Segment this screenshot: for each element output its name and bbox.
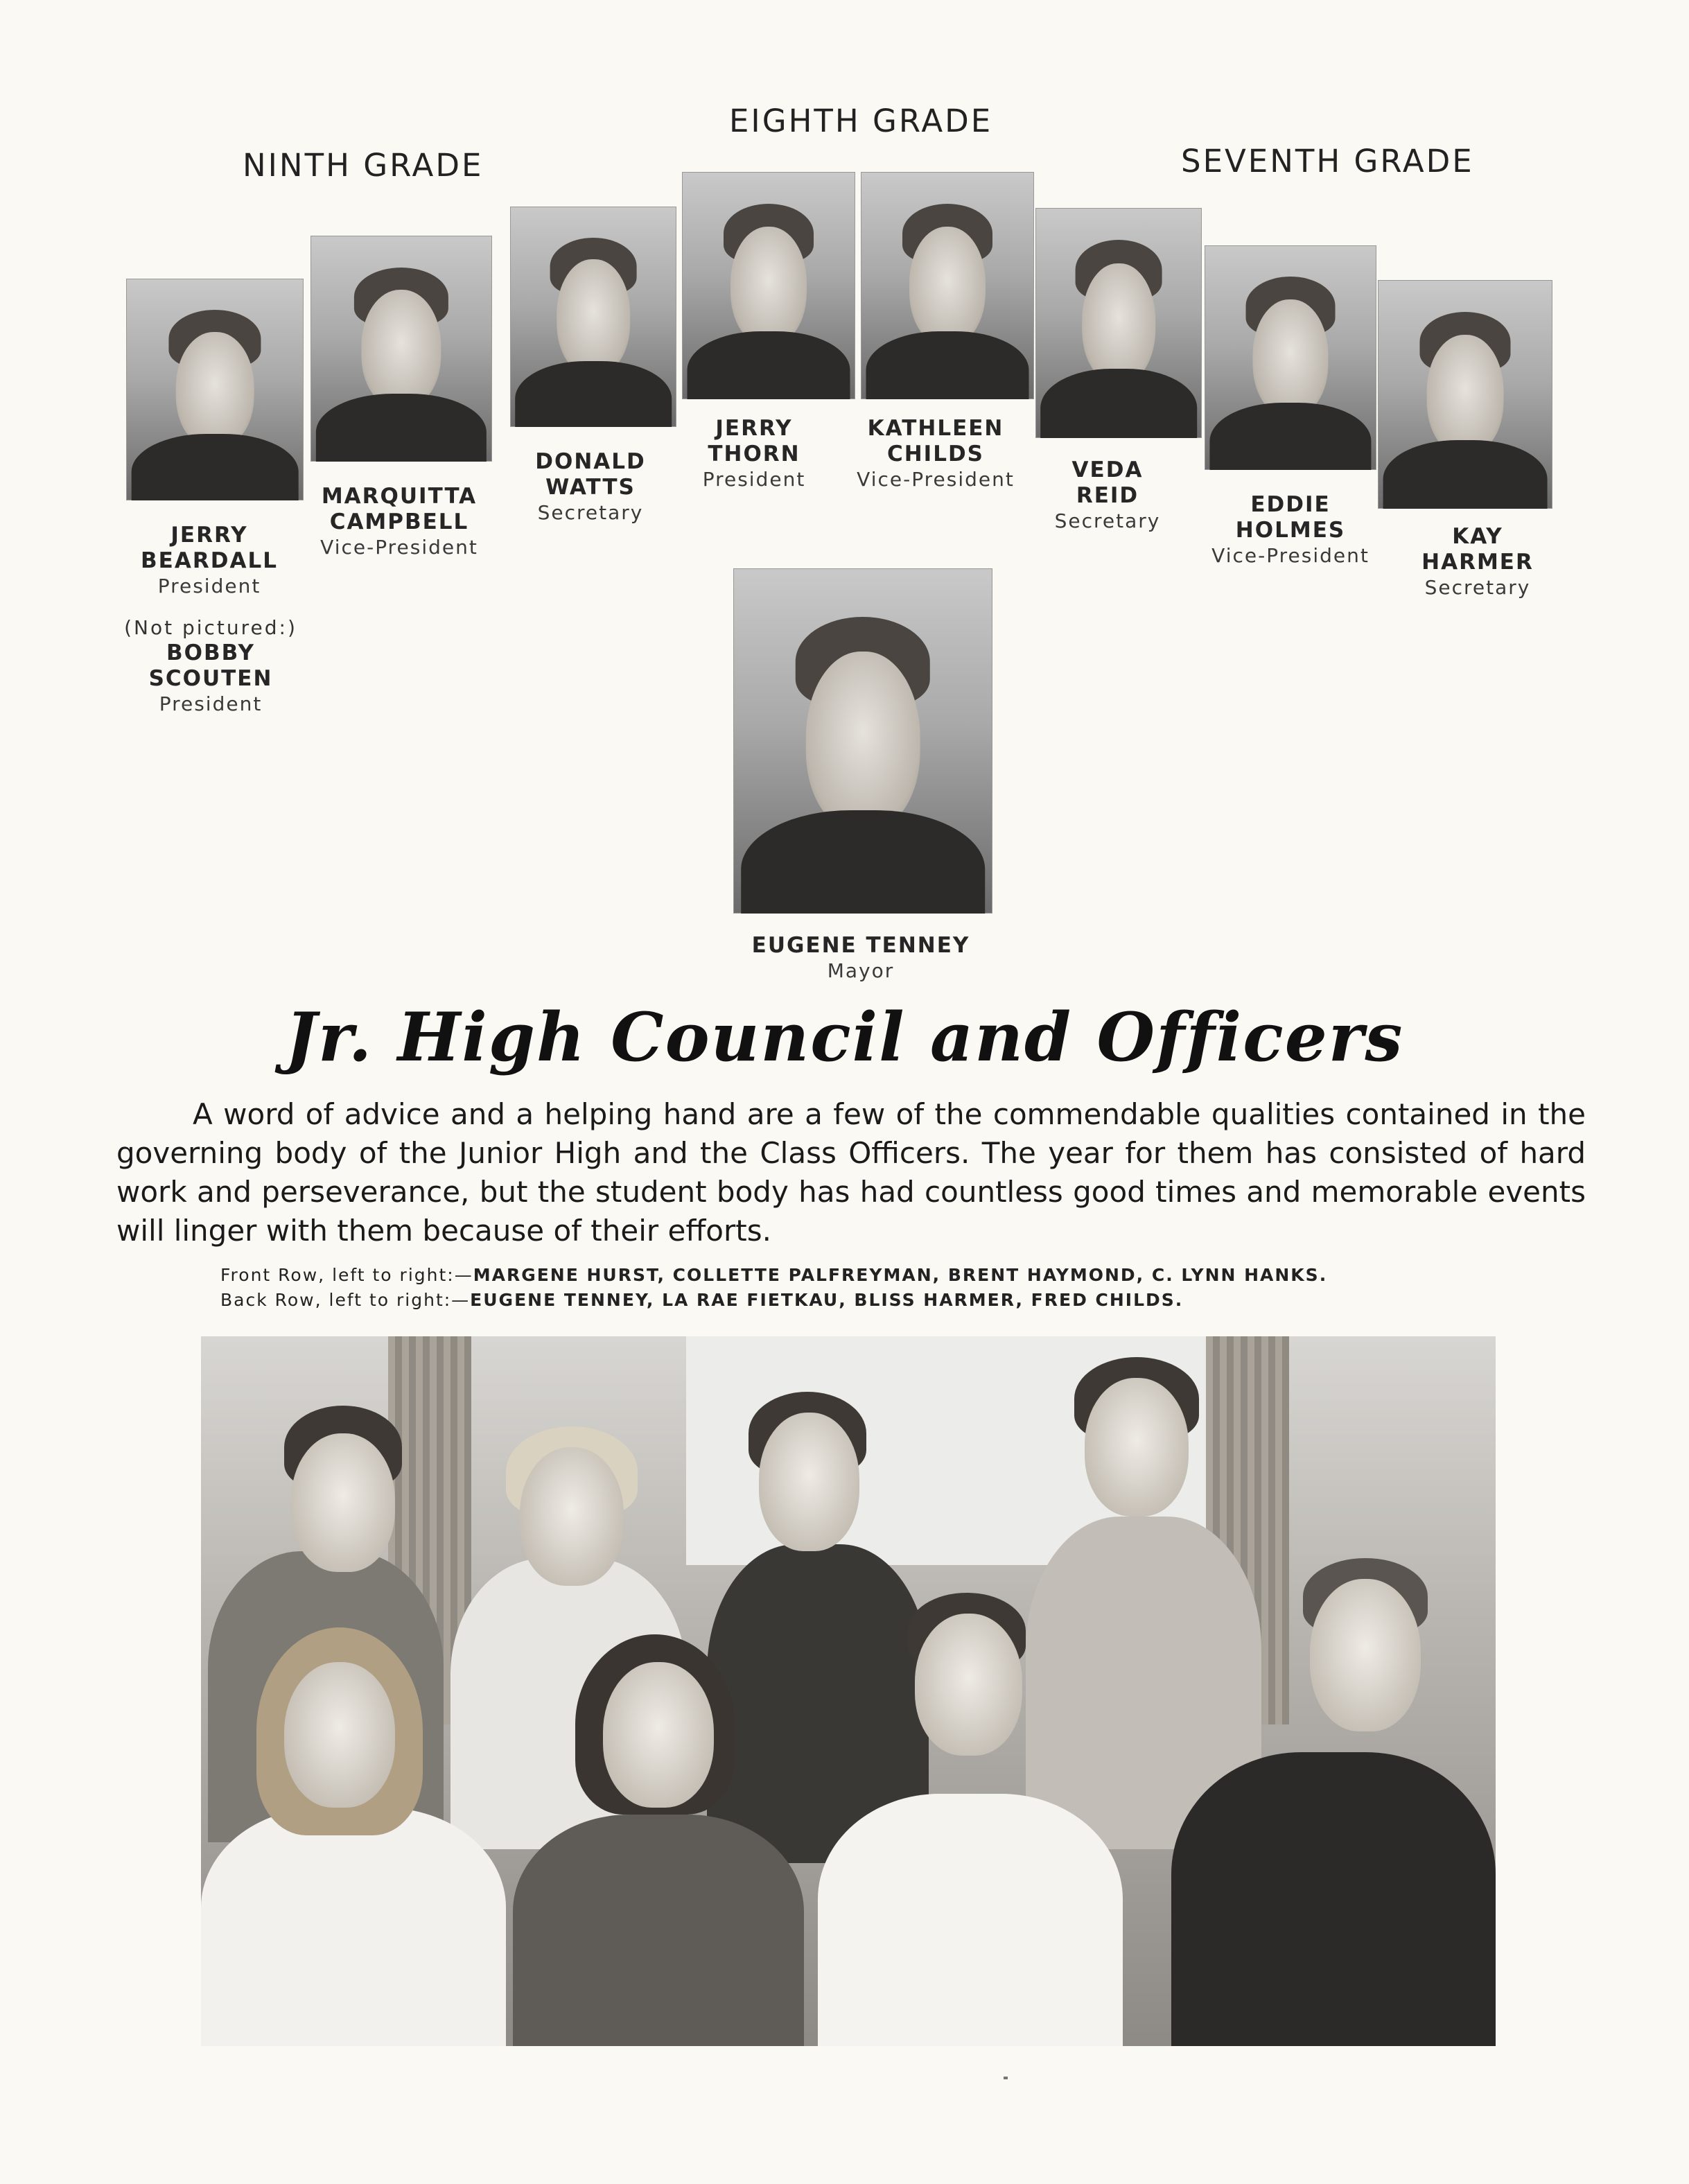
mayor-name: EUGENE TENNEY (751, 933, 970, 958)
group-photo-caption (220, 1263, 1327, 1313)
officer-name-last: SCOUTEN (148, 666, 273, 691)
officer-name-last: WATTS (545, 475, 636, 500)
eighth-grade-heading: EIGHTH GRADE (729, 103, 993, 139)
caption-kay-harmer (1421, 524, 1534, 600)
officer-name-first: DONALD (535, 449, 646, 474)
portrait-eugene-tenney (733, 568, 992, 914)
officer-name-last: CAMPBELL (329, 509, 469, 534)
caption-eddie-holmes (1211, 492, 1369, 568)
officer-name-last: REID (1076, 483, 1139, 508)
officer-name-last: HARMER (1421, 550, 1534, 575)
section-title: Jr. High Council and Officers (285, 998, 1404, 1076)
officer-title: Vice-President (320, 536, 478, 559)
officer-name-first: JERRY (715, 416, 793, 441)
intro-paragraph: A word of advice and a helping hand are a few of the commendable qualities contained in the governing body of the Junior High and the Class Officers. The year for them has consisted of hard work and perseverance, but the student body has had countless good times and memorable events will linger with them because of their efforts. (116, 1097, 1586, 1248)
group-photo (201, 1336, 1496, 2046)
officer-title: President (157, 575, 261, 597)
caption-mayor (752, 933, 970, 984)
portrait-veda-reid (1035, 208, 1202, 438)
officer-title: Secretary (1054, 509, 1161, 532)
back-row-names: EUGENE TENNEY, LA RAE FIETKAU, BLISS HARMER, FRED CHILDS. (470, 1290, 1184, 1310)
caption-jerry-beardall (141, 523, 278, 599)
caption-veda-reid (1055, 457, 1161, 534)
portrait-kathleen-childs (861, 172, 1034, 399)
caption-donald-watts (535, 449, 646, 525)
front-row-label: Front Row, left to right:— (220, 1265, 473, 1285)
officer-name-last: BEARDALL (141, 548, 278, 573)
portrait-marquitta-campbell (310, 236, 492, 462)
officer-title: Secretary (537, 501, 644, 524)
portrait-jerry-beardall (126, 279, 304, 500)
back-row-caption (220, 1288, 1327, 1313)
caption-kathleen-childs (857, 416, 1015, 492)
caption-jerry-thorn (703, 416, 806, 492)
officer-title: President (702, 468, 806, 491)
page-speck (1004, 2077, 1008, 2079)
portrait-jerry-thorn (682, 172, 855, 399)
officer-name-first: BOBBY (166, 640, 255, 665)
back-row-label: Back Row, left to right:— (220, 1290, 471, 1310)
officer-title: Secretary (1424, 576, 1531, 599)
not-pictured-label: (Not pictured:) (124, 616, 297, 639)
caption-marquitta-campbell (320, 484, 478, 560)
ninth-grade-heading: NINTH GRADE (243, 147, 484, 184)
officer-name-first: MARQUITTA (321, 484, 478, 509)
officer-title: Vice-President (857, 468, 1015, 491)
officer-name-last: CHILDS (886, 442, 985, 466)
mayor-title: Mayor (827, 959, 895, 982)
officer-name-first: JERRY (170, 523, 248, 548)
officer-name-last: THORN (708, 442, 800, 466)
officer-name-first: KAY (1452, 524, 1503, 549)
front-row-caption (220, 1263, 1327, 1288)
officer-name-first: VEDA (1071, 457, 1144, 482)
not-pictured-note (124, 615, 297, 717)
officer-title: Vice-President (1211, 544, 1369, 567)
portrait-eddie-holmes (1205, 245, 1376, 470)
officer-name-last: HOLMES (1235, 518, 1346, 543)
officer-name-first: EDDIE (1250, 492, 1331, 517)
front-row-names: MARGENE HURST, COLLETTE PALFREYMAN, BRENT HAYMOND, C. LYNN HANKS. (473, 1265, 1328, 1285)
officer-title: President (159, 692, 263, 715)
seventh-grade-heading: SEVENTH GRADE (1181, 143, 1474, 180)
portrait-donald-watts (510, 207, 676, 427)
officer-name-first: KATHLEEN (867, 416, 1004, 441)
portrait-kay-harmer (1378, 280, 1552, 509)
